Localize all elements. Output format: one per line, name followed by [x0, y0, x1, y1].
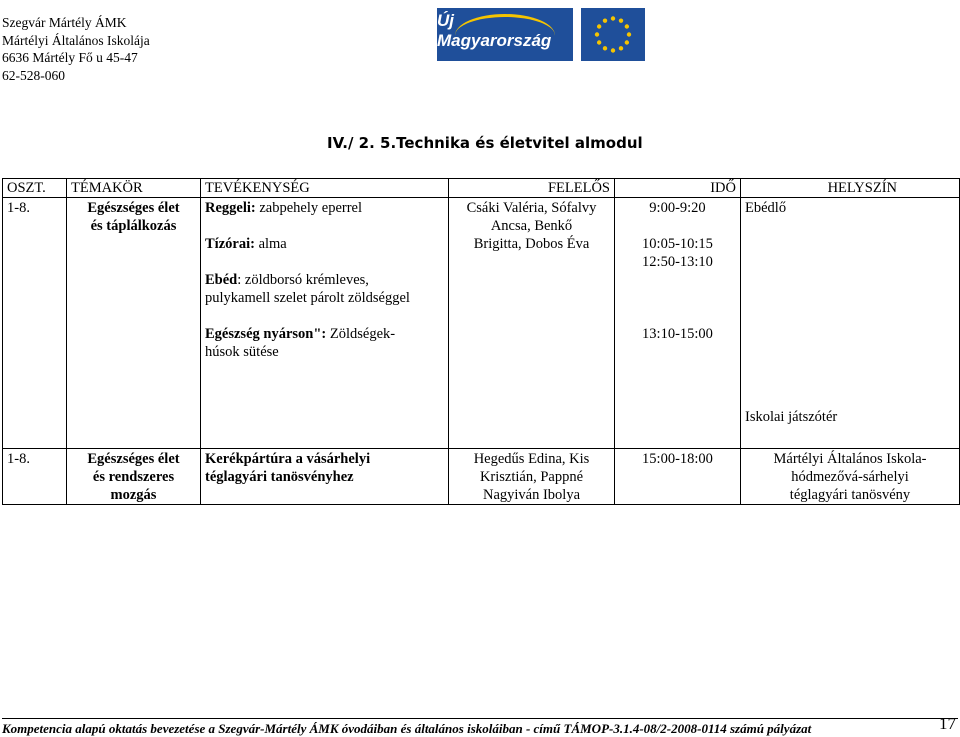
- activity-text: alma: [254, 236, 287, 252]
- activity-ebed: [205, 271, 444, 289]
- cell-felelos: [449, 198, 615, 449]
- col-header-temakor: TÉMAKÖR: [67, 179, 201, 198]
- activity-label: Egészség nyárson":: [205, 326, 327, 342]
- felelos-line: Krisztián, Pappné: [479, 469, 584, 485]
- page-footer: Kompetencia alapú oktatás bevezetése a Szegvár-Mártély ÁMK óvodáiban és általános iskoláiban - című TÁMOP-3.1.4-08/2-2008-0114 számú pályázat: [2, 718, 958, 737]
- col-header-ido: IDŐ: [615, 179, 741, 198]
- temakor-line: Egészséges élet: [87, 200, 180, 216]
- activity-text: téglagyári tanösvényhez: [205, 469, 354, 485]
- helyszin-line: Ebédlő: [745, 200, 787, 216]
- helyszin-line: téglagyári tanösvény: [789, 487, 911, 503]
- temakor-line: Egészséges élet: [87, 451, 180, 467]
- program-table: [2, 178, 960, 505]
- activity-nyarson: [205, 325, 444, 343]
- activity-text: húsok sütése: [205, 344, 279, 360]
- activity-label: Ebéd: [205, 272, 238, 288]
- table-row: [3, 449, 960, 505]
- ido-line: 9:00-9:20: [649, 200, 706, 216]
- activity-text: Kerékpártúra a vásárhelyi: [205, 451, 371, 467]
- eu-flag-icon: [581, 8, 645, 61]
- school-address: 6636 Mártély Fő u 45-47: [2, 50, 138, 65]
- cell-ido: 15:00-18:00: [615, 449, 741, 505]
- felelos-line: Hegedűs Edina, Kis: [473, 451, 590, 467]
- temakor-line: és rendszeres: [92, 469, 175, 485]
- col-header-tevekenyseg: TEVÉKENYSÉG: [201, 179, 449, 198]
- felelos-line: Brigitta, Dobos Éva: [473, 236, 590, 252]
- cell-ido: [615, 198, 741, 449]
- col-header-oszt: OSZT.: [3, 179, 67, 198]
- col-header-felelos: FELELŐS: [449, 179, 615, 198]
- cell-felelos: [449, 449, 615, 505]
- cell-oszt: 1-8.: [3, 449, 67, 505]
- table-row: [3, 198, 960, 449]
- ido-line: 12:50-13:10: [642, 254, 713, 270]
- activity-reggeli: [205, 199, 444, 217]
- table-header-row: [3, 179, 960, 198]
- helyszin-line: Mártélyi Általános Iskola-: [773, 451, 927, 467]
- school-subname: Mártélyi Általános Iskolája: [2, 32, 150, 48]
- helyszin-line: Iskolai játszótér: [745, 409, 838, 425]
- school-name: Szegvár Mártély ÁMK: [2, 15, 127, 30]
- cell-temakor: [67, 449, 201, 505]
- school-address-block: [2, 14, 150, 84]
- activity-text: zabpehely eperrel: [255, 200, 362, 216]
- col-header-helyszin: HELYSZÍN: [741, 179, 960, 198]
- felelos-line: Nagyiván Ibolya: [482, 487, 581, 503]
- cell-tevekenyseg: [201, 198, 449, 449]
- felelos-line: Csáki Valéria, Sófalvy: [466, 200, 597, 216]
- cell-helyszin: [741, 198, 960, 449]
- cell-temakor: [67, 198, 201, 449]
- ido-line: 10:05-10:15: [642, 236, 713, 252]
- logo-text: Új Magyarország: [437, 11, 552, 50]
- activity-text: : zöldborsó krémleves,: [237, 272, 369, 288]
- activity-label: Reggeli:: [205, 200, 256, 216]
- temakor-line: és táplálkozás: [90, 218, 177, 234]
- temakor-line: mozgás: [110, 487, 157, 503]
- module-heading: IV./ 2. 5.Technika és életvitel almodul: [327, 134, 643, 152]
- helyszin-line: hódmezővá-sárhelyi: [791, 469, 909, 485]
- activity-label: Tízórai:: [205, 236, 255, 252]
- page-number: 17: [939, 714, 956, 733]
- cell-oszt: 1-8.: [3, 198, 67, 449]
- activity-tizorai: [205, 235, 444, 253]
- school-phone: 62-528-060: [2, 67, 65, 83]
- ido-line: 13:10-15:00: [642, 326, 713, 342]
- felelos-line: Ancsa, Benkő: [490, 218, 573, 234]
- cell-tevekenyseg: [201, 449, 449, 505]
- cell-helyszin: [741, 449, 960, 505]
- activity-text: Zöldségek-: [326, 326, 396, 342]
- uj-magyarorszag-logo: [437, 8, 573, 61]
- header-logos: [437, 8, 645, 61]
- activity-text: pulykamell szelet párolt zöldséggel: [205, 290, 410, 306]
